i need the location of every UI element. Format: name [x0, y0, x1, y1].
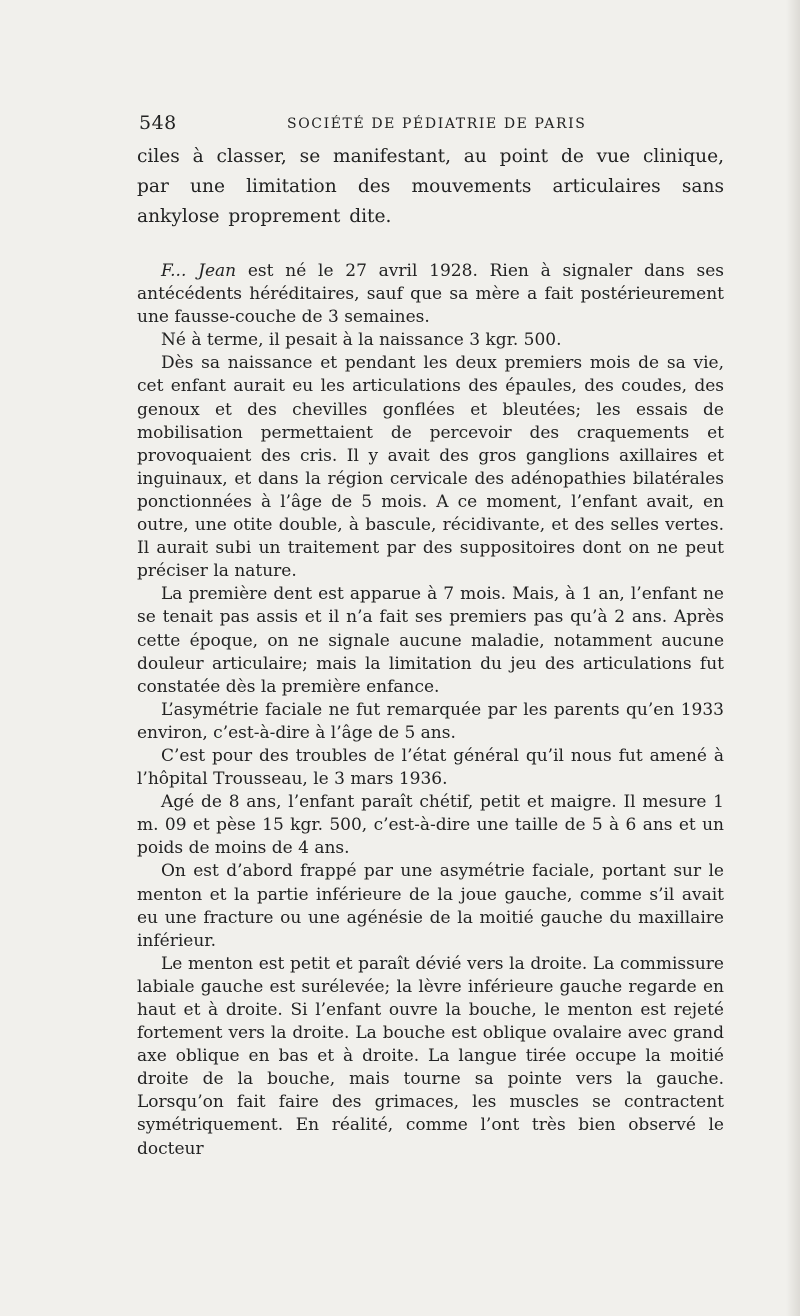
continuation-paragraph: ciles à classer, se manifestant, au point de vue clinique, par une limitation des mouvements articulaires sans ankylose proprement dite. [137, 146, 724, 227]
paragraph-birth: Né à terme, il pesait à la naissance 3 kgr. 500. [161, 330, 562, 351]
case-intro-text: est né le 27 avril 1928. Rien à signaler dans ses antécédents héréditaires, sauf que sa mère a fait postérieurement une fausse-couche de 3 semaines. [137, 261, 724, 328]
paragraph-asymmetry-onset: L’asymétrie faciale ne fut remarquée par les parents qu’en 1933 environ, c’est-à-dire à l’âge de 5 ans. [137, 699, 724, 743]
page-body [137, 142, 724, 1161]
page-number: 548 [139, 112, 177, 134]
case-intro-paragraph [137, 260, 724, 329]
paragraph-measurements: Agé de 8 ans, l’enfant paraît chétif, petit et maigre. Il mesure 1 m. 09 et pèse 15 kgr. 500, c’est-à-dire une taille de 5 à 6 ans et un poids de moins de 4 ans. [137, 792, 724, 859]
journal-title: SOCIÉTÉ DE PÉDIATRIE DE PARIS [287, 116, 587, 132]
paragraph-development: La première dent est apparue à 7 mois. Mais, à 1 an, l’enfant ne se tenait pas assis et il n’a fait ses premiers pas qu’à 2 ans. Après cette époque, on ne signale aucune maladie, notamment aucune douleur articulaire; mais la limitation du jeu des articulations fut constatée dès la première enfance. [137, 584, 724, 697]
running-header [137, 112, 724, 142]
paragraph-facial-asymmetry: On est d’abord frappé par une asymétrie faciale, portant sur le menton et la partie inférieure de la joue gauche, comme s’il avait eu une fracture ou une agénésie de la moitié gauche du maxillaire inférieur. [137, 861, 724, 951]
page-edge-shadow [786, 0, 800, 1316]
patient-name: F... Jean [161, 261, 237, 281]
paragraph-hospital: C’est pour des troubles de l’état général qu’il nous fut amené à l’hôpital Trousseau, le 3 mars 1936. [137, 745, 724, 790]
paragraph-chin-mouth: Le menton est petit et paraît dévié vers la droite. La commissure labiale gauche est surélevée; la lèvre inférieure gauche regarde en haut et à droite. Si l’enfant ouvre la bouche, le menton est rejeté fortement vers la droite. La bouche est oblique ovalaire avec grand axe oblique en bas et à droite. La langue tirée occupe la moitié droite de la bouche, mais tourne sa pointe vers la gauche. Lorsqu’on fait faire des grimaces, les muscles se contractent symétriquement. En réalité, comme l’ont très bien observé le docteur [137, 953, 724, 1159]
paragraph-early-symptoms: Dès sa naissance et pendant les deux premiers mois de sa vie, cet enfant aurait eu les articulations des épaules, des coudes, des genoux et des chevilles gonflées et bleutées; les essais de mobilisation permettaient de percevoir des craquements et provoquaient des cris. Il y avait des gros ganglions axillaires et inguinaux, et dans la région cervicale des adénopathies bilatérales ponctionnées à l’âge de 5 mois. A ce moment, l’enfant avait, en outre, une otite double, à bascule, récidivante, et des selles vertes. Il aurait subi un traitement par des suppositoires dont on ne peut préciser la nature. [137, 353, 724, 582]
book-page [137, 112, 724, 1161]
